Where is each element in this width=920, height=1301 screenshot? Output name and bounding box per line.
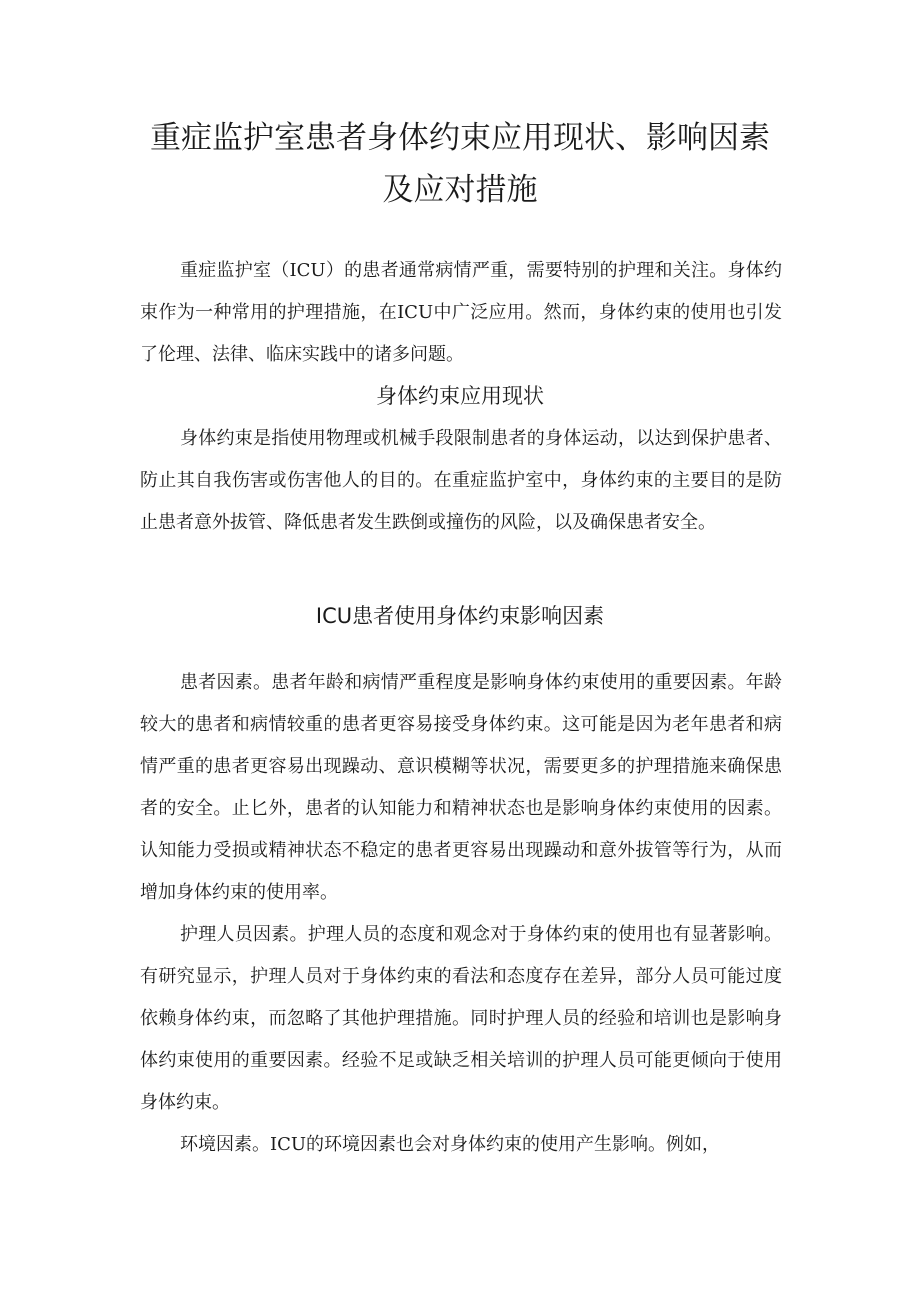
nurse-factors-paragraph: 护理人员因素。护理人员的态度和观念对于身体约束的使用也有显著影响。有研究显示，护理人员对于身体约束的看法和态度存在差异，部分人员可能过度依赖身体约束，而忽略了其他护理措施。同时护理人员的经验和培训也是影响身体约束使用的重要因素。经验不足或缺乏相关培训的护理人员可能更倾向于使用身体约束。: [140, 924, 782, 1113]
patient-factors-paragraph: 患者因素。患者年龄和病情严重程度是影响身体约束使用的重要因素。年龄较大的患者和病情较重的患者更容易接受身体约束。这可能是因为老年患者和病情严重的患者更容易出现躁动、意识模糊等状况，需要更多的护理措施来确保患者的安全。止匕外，患者的认知能力和精神状态也是影响身体约束使用的因素。认知能力受损或精神状态不稳定的患者更容易出现躁动和意外拔管等行为，从而增加身体约束的使用率。: [140, 672, 782, 903]
section-heading-status: 身体约束应用现状: [376, 384, 544, 408]
section-heading-factors: ICU患者使用身体约束影响因素: [315, 604, 605, 628]
environment-factors-paragraph: 环境因素。ICU的环境因素也会对身体约束的使用产生影响。例如，: [180, 1134, 721, 1155]
document-title: 重症监护室患者身体约束应用现状、影响因素及应对措施: [150, 120, 770, 208]
status-paragraph: 身体约束是指使用物理或机械手段限制患者的身体运动，以达到保护患者、防止其自我伤害或伤害他人的目的。在重症监护室中，身体约束的主要目的是防止患者意外拔管、降低患者发生跌倒或撞伤的风险，以及确保患者安全。: [140, 428, 782, 533]
intro-paragraph: 重症监护室（ICU）的患者通常病情严重，需要特别的护理和关注。身体约束作为一种常用的护理措施，在ICU中广泛应用。然而，身体约束的使用也引发了伦理、法律、临床实践中的诸多问题。: [140, 260, 782, 365]
